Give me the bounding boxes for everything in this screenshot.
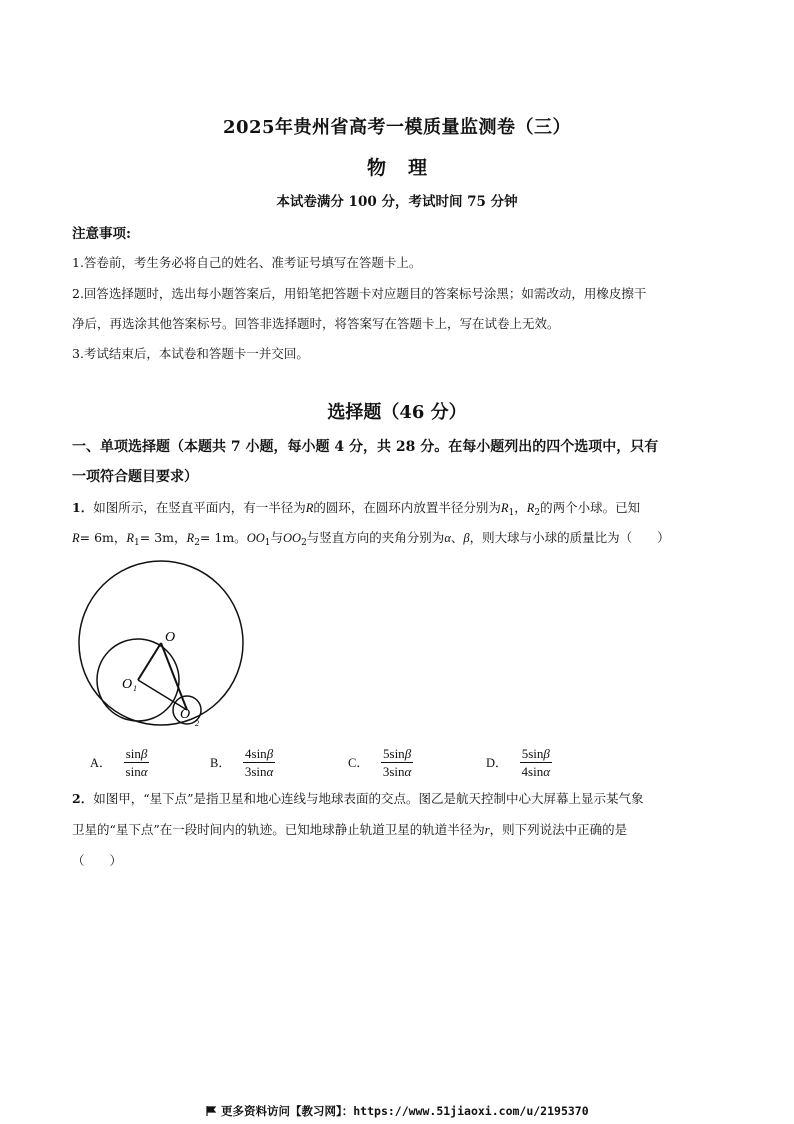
sin-fn: sin: [125, 763, 141, 779]
q2-line1: [72, 789, 644, 807]
var-OO1: OO: [246, 531, 265, 545]
label-O2: O: [180, 707, 191, 722]
note-item: 1.答卷前，考生务必将自己的姓名、准考证号填写在答题卡上。: [72, 255, 422, 270]
label-O: O: [165, 630, 176, 645]
line-O1O2: [138, 680, 187, 710]
coef: 3: [244, 763, 252, 779]
notes-heading: 注意事项:: [72, 226, 131, 242]
subject-title: 物理: [366, 157, 449, 179]
q1-text: 的圆环，在圆环内放置半径分别为: [313, 500, 501, 515]
coef: 3: [382, 763, 390, 779]
fraction: [124, 746, 150, 779]
part-title-cont: 一项符合题目要求）: [72, 469, 198, 485]
var-alpha: α: [444, 531, 451, 545]
q1-line2: [72, 528, 670, 548]
q1-text: 与: [270, 530, 283, 545]
option-c: [348, 742, 413, 782]
option-letter: C．: [348, 756, 369, 770]
option-b: [210, 742, 275, 782]
coef: 4: [245, 745, 252, 761]
q1-text: ，则大球与小球的质量比为（ ）: [469, 530, 670, 545]
var-beta: β: [463, 531, 470, 545]
subscript: 1: [264, 538, 271, 548]
option-letter: D．: [486, 756, 508, 770]
question-number: 1．: [72, 500, 94, 515]
note-item: 2.回答选择题时，选出每小题答案后，用铅笔把答题卡对应题目的答案标号涂黑；如需改动，用橡皮擦干: [72, 286, 647, 301]
beta-symbol: β: [140, 745, 148, 761]
subscript: 2: [194, 538, 200, 548]
beta-symbol: β: [266, 745, 274, 761]
footer-text: 更多资料访问【教习网】：https://www.51jiaoxi.com/u/2195370: [221, 1104, 589, 1118]
sin-fn: sin: [251, 745, 267, 761]
alpha-symbol: α: [140, 763, 148, 779]
var-R2: R: [526, 501, 535, 515]
sin-fn: sin: [528, 763, 544, 779]
fraction: [520, 746, 553, 779]
alpha-symbol: α: [266, 763, 274, 779]
sin-fn: sin: [389, 763, 405, 779]
note-item: 3.考试结束后，本试卷和答题卡一并交回。: [72, 346, 309, 361]
alpha-symbol: α: [404, 763, 412, 779]
var-r: r: [484, 823, 490, 837]
coef: 5: [521, 745, 529, 761]
label-O2-sub: 2: [195, 719, 199, 728]
question-number: 2．: [72, 791, 94, 806]
label-O1: O: [122, 677, 133, 692]
line-OO1: [138, 643, 161, 680]
note-item: 净后，再选涂其他答案标号。回答非选择题时，将答案写在答题卡上，写在试卷上无效。: [72, 316, 560, 331]
q2-text: 卫星的“星下点”在一段时间内的轨迹。已知地球静止轨道卫星的轨道半径为: [72, 822, 485, 837]
q1-text: 如图所示，在竖直平面内，有一半径为: [93, 500, 306, 515]
q1-text: ，: [514, 500, 527, 515]
fraction: [381, 746, 414, 779]
q1-text: = 3m，: [139, 530, 187, 545]
q2-line3: （ ）: [72, 853, 123, 868]
sin-fn: sin: [528, 745, 544, 761]
fraction: [243, 746, 276, 779]
sin-fn: sin: [389, 745, 405, 761]
q2-text: ，则下列说法中正确的是: [489, 822, 628, 837]
q1-text: 与竖直方向的夹角分别为: [306, 530, 445, 545]
q1-text: = 1m。: [199, 530, 247, 545]
subscript: 1: [508, 508, 515, 518]
q1-figure: [70, 560, 260, 732]
option-a: [90, 742, 150, 782]
q1-text: 的两个小球。已知: [540, 500, 641, 515]
subscript: 2: [301, 538, 307, 548]
part-title: 一、单项选择题（本题共 7 小题，每小题 4 分，共 28 分。在每小题列出的四个选项中，只有: [72, 439, 659, 455]
var-R1: R: [500, 501, 509, 515]
var-R2: R: [186, 531, 195, 545]
exam-title: 2025年贵州省高考一模质量监测卷（三）: [222, 117, 572, 138]
option-d: [486, 742, 552, 782]
coef: 4: [521, 763, 529, 779]
flag-icon: [206, 1106, 216, 1116]
beta-symbol: β: [543, 745, 550, 761]
beta-symbol: β: [404, 745, 412, 761]
subscript: 1: [134, 538, 140, 548]
label-O1-sub: 1: [133, 684, 137, 693]
var-R1: R: [126, 531, 135, 545]
alpha-symbol: α: [543, 763, 551, 779]
q1-text: = 6m，: [79, 530, 127, 545]
q2-text: 如图甲，“星下点”是指卫星和地心连线与地球表面的交点。图乙是航天控制中心大屏幕上显示某气象: [93, 791, 644, 806]
sin-fn: sin: [251, 763, 267, 779]
q1-line1: [72, 498, 640, 518]
var-R: R: [72, 531, 80, 545]
q1-text: 、: [450, 530, 464, 545]
option-letter: B．: [210, 756, 231, 770]
section-title: 选择题（46 分）: [327, 402, 467, 423]
var-R: R: [305, 501, 314, 515]
sin-fn: sin: [125, 745, 141, 761]
q2-line2: [72, 820, 627, 838]
option-letter: A．: [90, 756, 112, 770]
subscript: 2: [534, 508, 541, 518]
var-OO2: OO: [283, 531, 302, 545]
footer-link[interactable]: [206, 1103, 589, 1119]
exam-info: 本试卷满分 100 分，考试时间 75 分钟: [276, 194, 518, 210]
coef: 5: [383, 745, 390, 761]
